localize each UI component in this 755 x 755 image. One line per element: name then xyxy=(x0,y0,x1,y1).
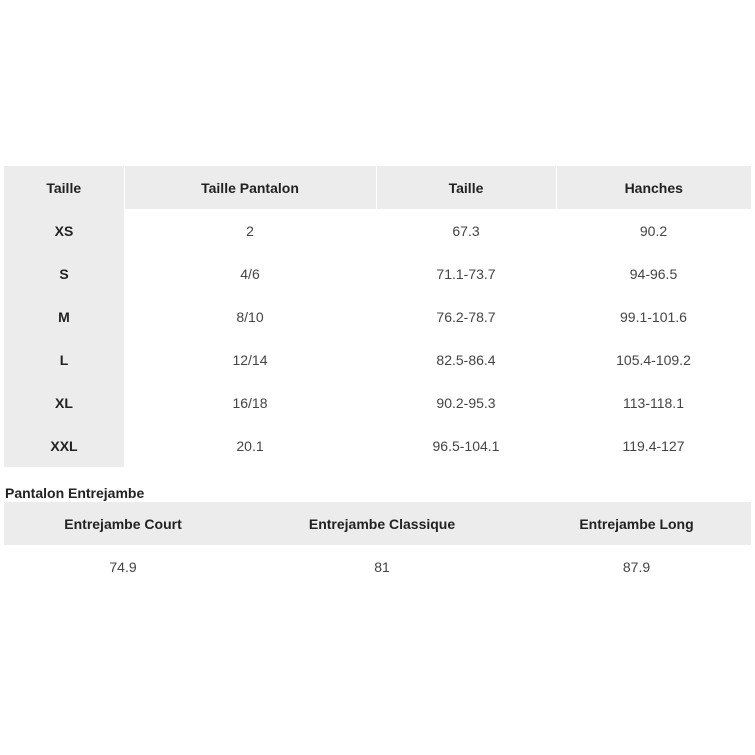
hips-cell: 90.2 xyxy=(639,222,668,239)
size-chart-header-row xyxy=(4,166,751,209)
hips-cell: 119.4-127 xyxy=(622,437,685,454)
pant-size-cell: 4/6 xyxy=(240,265,260,282)
inseam-section-title: Pantalon Entrejambe xyxy=(5,485,145,501)
table-row xyxy=(4,252,751,295)
table-row xyxy=(4,424,751,467)
table-row xyxy=(4,209,751,252)
pant-size-cell: 12/14 xyxy=(232,351,268,368)
size-chart-table xyxy=(4,166,751,467)
size-label: XS xyxy=(4,209,124,252)
table-row xyxy=(4,338,751,381)
table-row xyxy=(4,545,751,588)
long-inseam-value: 87.9 xyxy=(622,558,651,575)
pant-size-cell: 20.1 xyxy=(236,437,264,454)
size-label: M xyxy=(4,295,124,338)
waist-cell: 82.5-86.4 xyxy=(436,351,496,368)
hips-cell: 99.1-101.6 xyxy=(620,308,687,325)
size-label: L xyxy=(4,338,124,381)
header-classic-inseam: Entrejambe Classique xyxy=(242,502,522,545)
header-short-inseam: Entrejambe Court xyxy=(4,502,242,545)
waist-cell: 76.2-78.7 xyxy=(436,308,496,325)
pant-size-cell: 16/18 xyxy=(232,394,268,411)
size-label: XL xyxy=(4,381,124,424)
hips-cell: 94-96.5 xyxy=(629,265,678,282)
hips-cell: 105.4-109.2 xyxy=(616,351,691,368)
waist-cell: 67.3 xyxy=(452,222,480,239)
inseam-table xyxy=(4,502,751,588)
header-pant-size: Taille Pantalon xyxy=(124,166,376,209)
hips-cell: 113-118.1 xyxy=(623,394,684,411)
waist-cell: 96.5-104.1 xyxy=(432,437,500,454)
table-row xyxy=(4,295,751,338)
header-long-inseam: Entrejambe Long xyxy=(522,502,751,545)
header-hips: Hanches xyxy=(556,166,751,209)
short-inseam-value: 74.9 xyxy=(109,558,137,575)
size-label: XXL xyxy=(4,424,124,467)
classic-inseam-value: 81 xyxy=(374,558,390,575)
waist-cell: 71.1-73.7 xyxy=(436,265,496,282)
size-label: S xyxy=(4,252,124,295)
header-waist: Taille xyxy=(376,166,556,209)
inseam-header-row xyxy=(4,502,751,545)
pant-size-cell: 2 xyxy=(246,222,254,239)
pant-size-cell: 8/10 xyxy=(236,308,264,325)
table-row xyxy=(4,381,751,424)
header-size: Taille xyxy=(4,166,124,209)
waist-cell: 90.2-95.3 xyxy=(436,394,496,411)
